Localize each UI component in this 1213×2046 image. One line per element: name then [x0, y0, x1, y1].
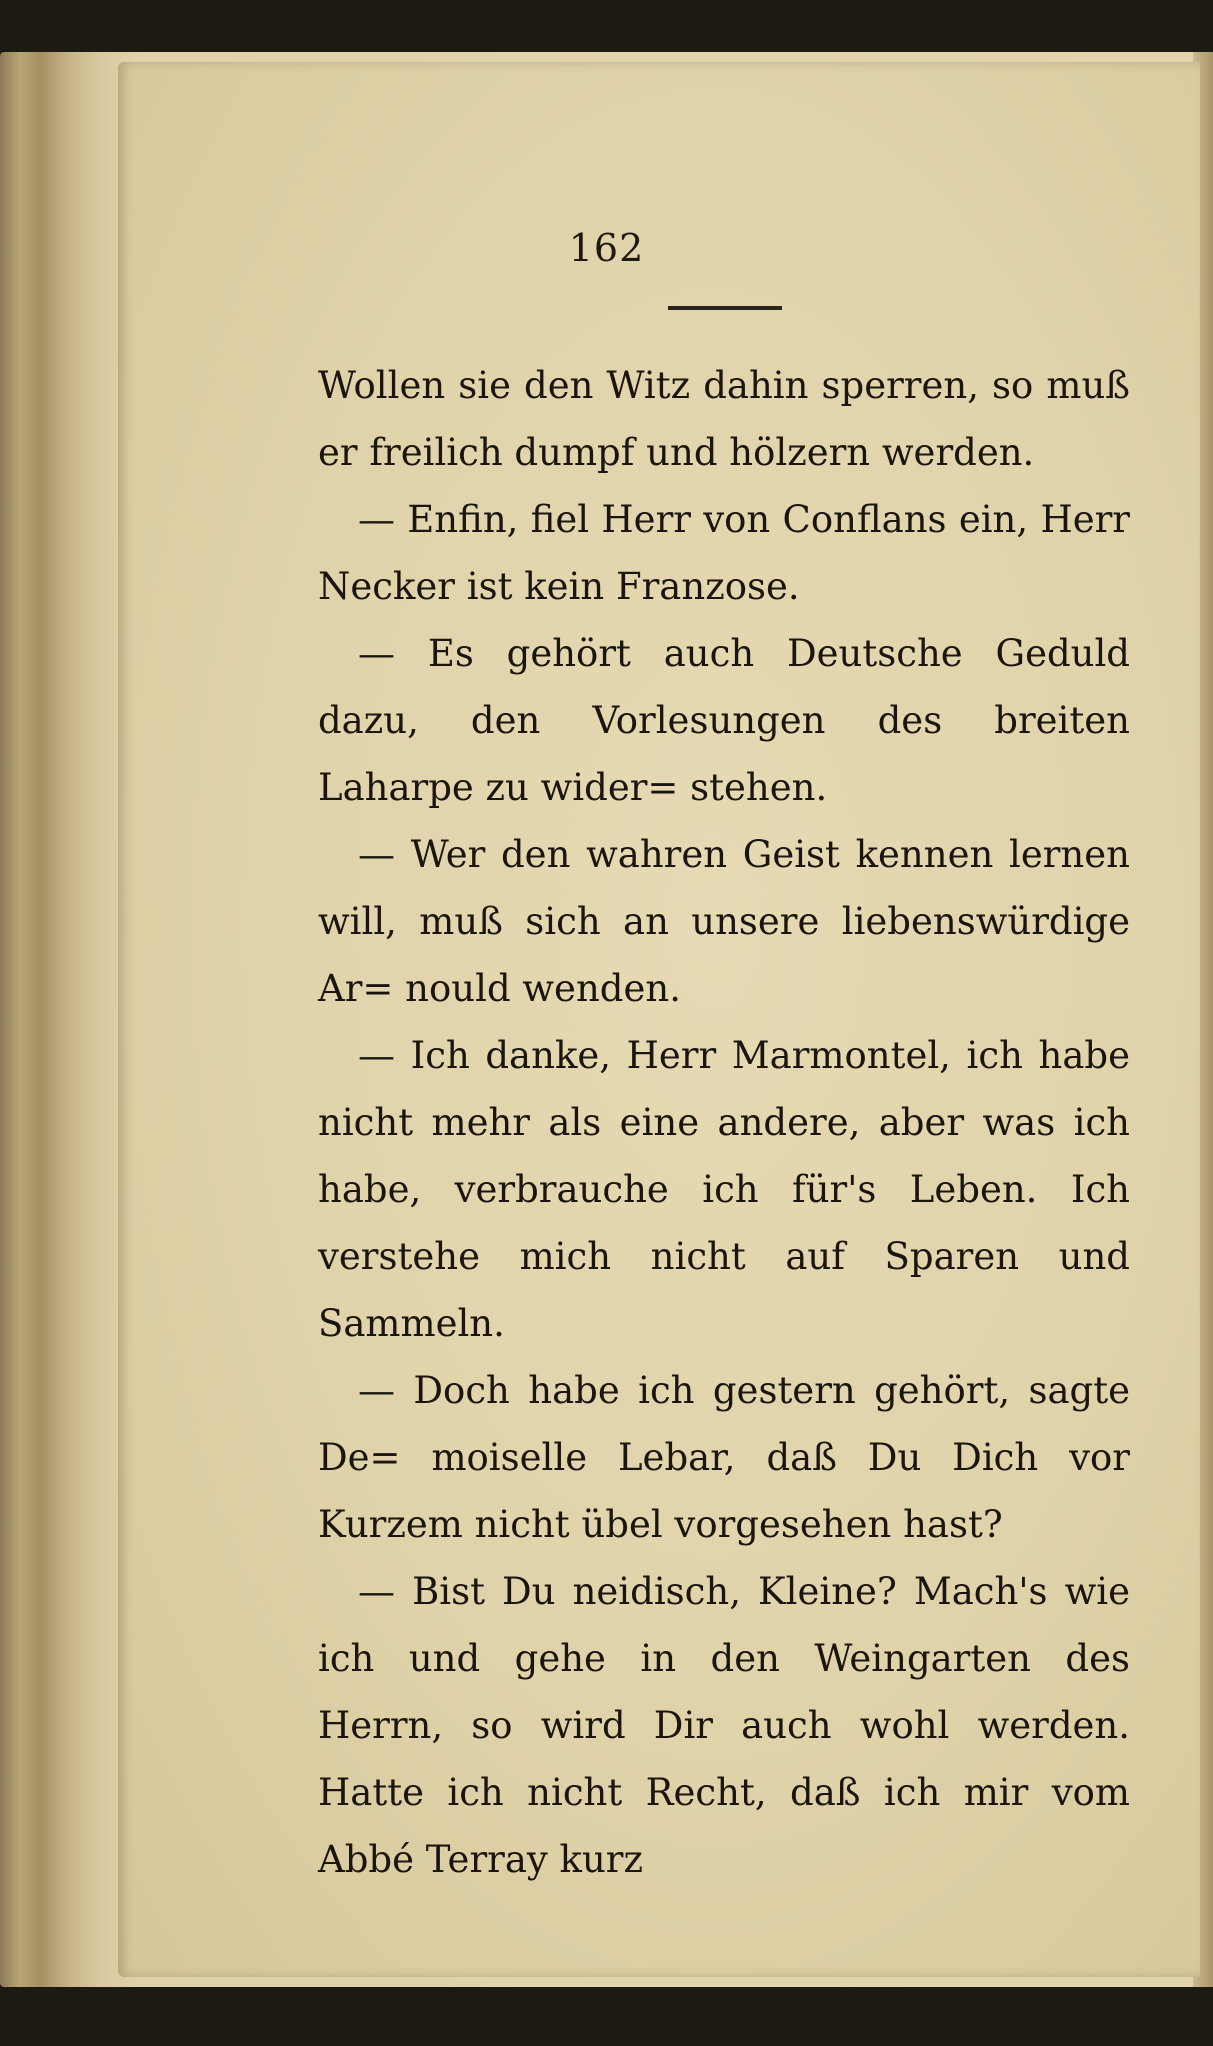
paragraph: — Doch habe ich gestern gehört, sagte De= moiselle Lebar, daß Du Dich vor Kurzem nicht übel vorgesehen hast? [318, 1369, 1130, 1546]
paragraph: — Es gehört auch Deutsche Geduld dazu, den Vorlesungen des breiten Laharpe zu wider= stehen. [318, 632, 1130, 809]
paragraph: — Wer den wahren Geist kennen lernen will, muß sich an unsere liebenswürdige Ar= nould wenden. [318, 833, 1130, 1010]
header-rule [668, 306, 782, 310]
paragraph: — Enfin, fiel Herr von Conflans ein, Herr Necker ist kein Franzose. [318, 498, 1130, 608]
paragraph: Wollen sie den Witz dahin sperren, so muß er freilich dumpf und hölzern werden. [318, 364, 1130, 474]
paragraph: — Ich danke, Herr Marmontel, ich habe nicht mehr als eine andere, aber was ich habe, verbrauche ich für's Leben. Ich verstehe mich nicht auf Sparen und Sammeln. [318, 1034, 1130, 1345]
paragraph: — Bist Du neidisch, Kleine? Mach's wie ich und gehe in den Weingarten des Herrn, so wird Dir auch wohl werden. Hatte ich nicht Recht, daß ich mir vom Abbé Terray kurz [318, 1570, 1130, 1881]
page-number: 162 [568, 226, 645, 270]
page-body [318, 352, 1130, 1893]
